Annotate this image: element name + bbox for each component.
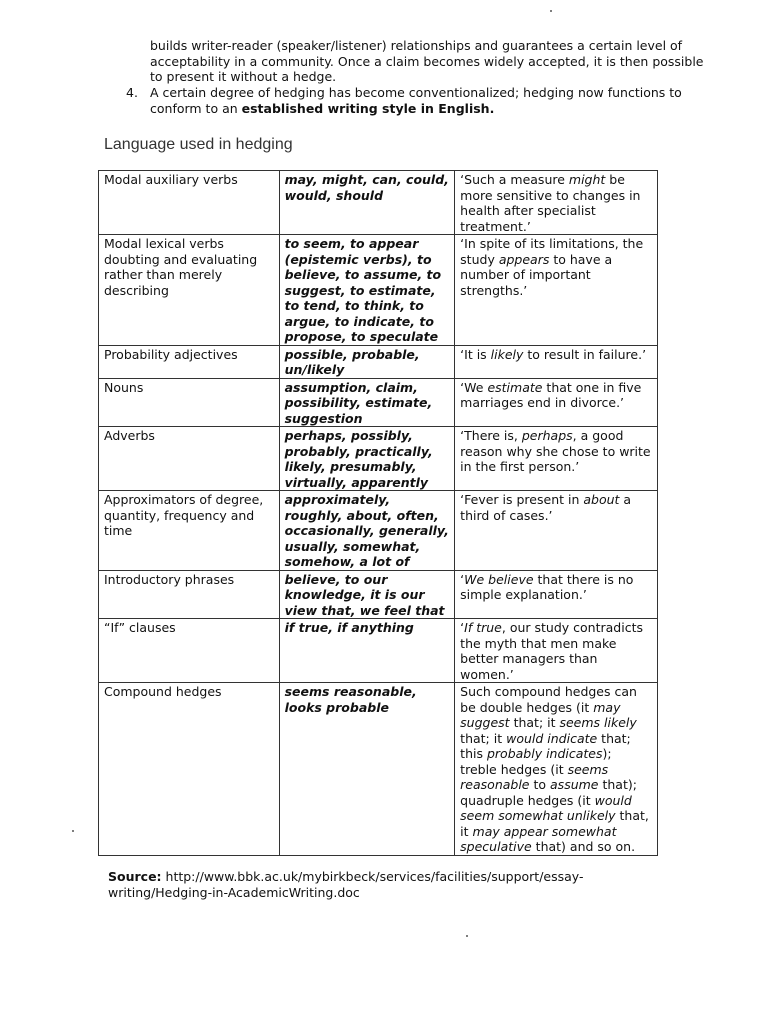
example-text: that; it	[509, 715, 560, 730]
scan-speck	[72, 830, 74, 832]
example-cell	[455, 171, 658, 235]
hedging-words-cell: seems reasonable, looks probable	[279, 683, 455, 856]
example-text: ‘There is,	[460, 428, 522, 443]
list-item-bold-text: established writing style in English.	[241, 100, 495, 116]
example-hedge-word: likely	[490, 346, 524, 362]
intro-paragraph	[150, 38, 710, 85]
example-text: ); treble hedges (it	[460, 746, 612, 777]
hedging-words-cell: may, might, can, could, would, should	[279, 171, 455, 235]
example-text: ‘	[460, 571, 465, 587]
table-row	[99, 378, 658, 427]
table-row	[99, 683, 658, 856]
example-hedge-word: may suggest	[460, 699, 621, 730]
list-item-number: 4.	[126, 85, 138, 100]
example-text: that) and so on.	[531, 839, 636, 854]
table-row	[99, 570, 658, 619]
scan-speck	[550, 10, 552, 12]
example-cell	[455, 235, 658, 346]
example-text: , a good reason why she chose to write in the first person.’	[460, 428, 651, 474]
example-hedge-word: about	[583, 492, 620, 507]
example-hedge-word: We believe	[464, 571, 534, 587]
table-row	[99, 235, 658, 346]
list-item-text	[150, 85, 695, 116]
hedging-words-cell: perhaps, possibly, probably, practically, likely, presumably, virtually, apparently	[279, 427, 455, 491]
source-url: http://www.bbk.ac.uk/mybirkbeck/services/facilities/support/essay-writing/Hedging-in-AcademicWriting.doc	[108, 869, 584, 900]
example-hedge-word: estimate	[487, 379, 543, 395]
example-text: be more sensitive to changes in health after specialist treatment.’	[460, 172, 641, 234]
hedging-words-cell: assumption, claim, possibility, estimate, suggestion	[279, 378, 455, 427]
example-cell	[455, 378, 658, 427]
intro-continuation-text: builds writer-reader (speaker/listener) relationships and guarantees a certain level of acceptability in a community. Once a claim becomes widely accepted, it is then possible to present it without a hedge.	[150, 38, 704, 85]
scan-speck	[466, 935, 468, 937]
hedging-table-body	[99, 171, 658, 856]
example-cell	[455, 570, 658, 619]
example-hedge-word: might	[568, 172, 606, 187]
category-cell: Compound hedges	[99, 683, 280, 856]
category-cell: Introductory phrases	[99, 570, 280, 619]
example-text: ‘It is	[460, 346, 491, 362]
example-cell	[455, 619, 658, 683]
example-text: that one in five marriages end in divorce.’	[460, 379, 642, 410]
example-cell	[455, 345, 658, 378]
table-row	[99, 619, 658, 683]
category-cell: “If” clauses	[99, 619, 280, 683]
example-text: , our study contradicts the myth that men make better managers than women.’	[460, 620, 643, 682]
table-row	[99, 491, 658, 571]
table-row	[99, 427, 658, 491]
category-cell: Modal auxiliary verbs	[99, 171, 280, 235]
example-text: that; it	[460, 730, 507, 746]
hedging-words-cell: to seem, to appear (epistemic verbs), to believe, to assume, to suggest, to estimate, to tend, to think, to argue, to indicate, to propose, to speculate	[279, 235, 455, 346]
example-text: ‘Fever is present in	[460, 492, 584, 507]
example-hedge-word: If true	[464, 620, 502, 635]
category-cell: Nouns	[99, 378, 280, 427]
table-row	[99, 345, 658, 378]
example-text: that); quadruple hedges (it	[460, 777, 637, 808]
example-text: to result in failure.’	[523, 346, 647, 362]
example-text: to	[529, 777, 551, 792]
section-heading: Language used in hedging	[104, 136, 293, 153]
example-hedge-word: perhaps	[521, 428, 573, 443]
hedging-table	[98, 170, 658, 856]
example-text: Such compound hedges can be double hedges (it	[460, 684, 637, 715]
example-text: ‘In spite of its limitations, the study	[460, 236, 644, 267]
example-text: ‘We	[460, 379, 488, 395]
example-text: that, it	[460, 808, 649, 839]
category-cell: Adverbs	[99, 427, 280, 491]
example-text: to have a number of important strengths.’	[460, 251, 613, 298]
category-cell: Probability adjectives	[99, 345, 280, 378]
hedging-words-cell: if true, if anything	[279, 619, 455, 683]
source-label: Source:	[108, 869, 162, 884]
list-item-4	[126, 85, 716, 116]
hedging-words-cell: believe, to our knowledge, it is our view that, we feel that	[279, 570, 455, 619]
example-cell	[455, 427, 658, 491]
example-text: that there is no simple explanation.’	[460, 571, 634, 602]
source-citation	[108, 869, 628, 900]
example-hedge-word: seems reasonable	[460, 761, 609, 792]
example-text: ‘Such a measure	[460, 172, 569, 187]
category-cell: Modal lexical verbs doubting and evaluating rather than merely describing	[99, 235, 280, 346]
example-cell	[455, 491, 658, 571]
example-text: that; this	[460, 730, 631, 761]
table-row	[99, 171, 658, 235]
example-hedge-word: appears	[498, 251, 550, 267]
example-hedge-word: probably indicates	[486, 746, 603, 761]
example-text: ‘	[460, 620, 465, 635]
example-hedge-word: would indicate	[506, 730, 598, 746]
hedging-words-cell: possible, probable, un/likely	[279, 345, 455, 378]
example-text: a third of cases.’	[460, 492, 632, 523]
example-hedge-word: seems likely	[559, 715, 637, 730]
example-cell	[455, 683, 658, 856]
hedging-words-cell: approximately, roughly, about, often, occasionally, generally, usually, somewhat, somehow, a lot of	[279, 491, 455, 571]
example-hedge-word: assume	[550, 777, 599, 792]
example-hedge-word: would seem somewhat unlikely	[460, 792, 632, 823]
example-hedge-word: may appear somewhat speculative	[460, 823, 617, 854]
category-cell: Approximators of degree, quantity, frequency and time	[99, 491, 280, 571]
list-item-plain-text: A certain degree of hedging has become conventionalized; hedging now functions to conform to an	[150, 85, 682, 116]
